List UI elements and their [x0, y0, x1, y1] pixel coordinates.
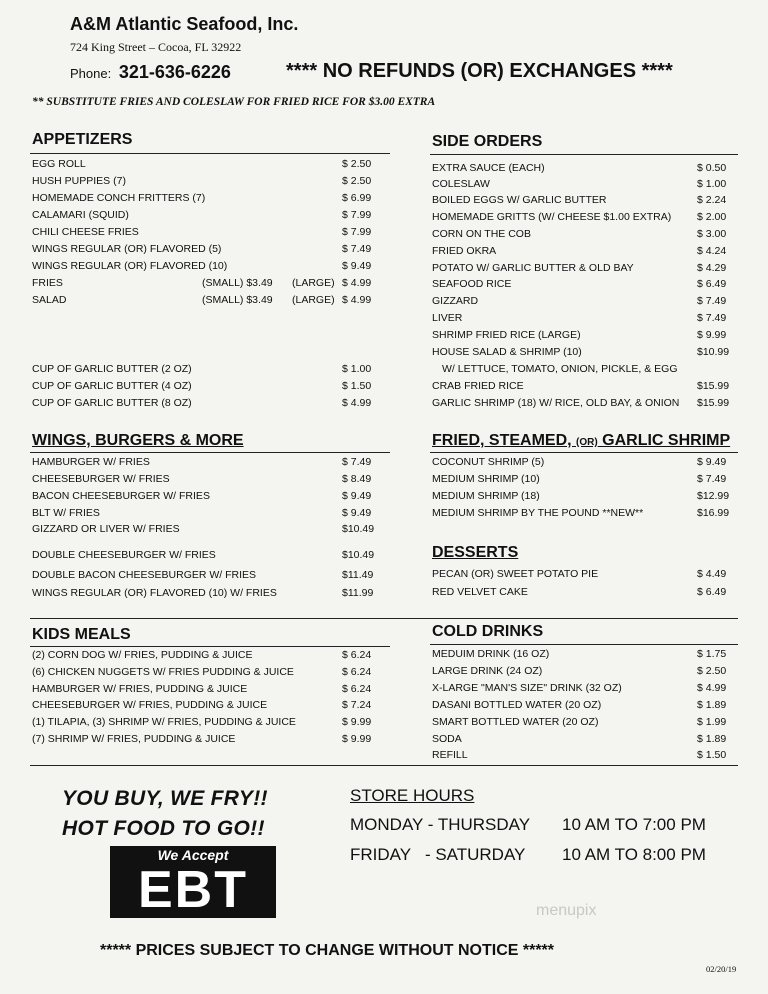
item-price: $ 6.24: [342, 683, 372, 695]
item-price: $ 0.50: [697, 162, 727, 174]
item-name: EXTRA SAUCE (EACH): [432, 162, 545, 174]
item-price: $ 7.49: [697, 473, 727, 485]
store-hours-row: [350, 845, 740, 867]
price-notice: ***** PRICES SUBJECT TO CHANGE WITHOUT NOTICE *****: [100, 942, 554, 959]
item-name: LARGE DRINK (24 OZ): [432, 665, 543, 677]
item-price: $ 6.24: [342, 649, 372, 661]
menu-item: [432, 584, 747, 600]
item-large-label: (LARGE): [292, 294, 335, 306]
menu-item: [32, 361, 392, 377]
section-divider: [430, 644, 738, 645]
item-name: SMART BOTTLED WATER (20 OZ): [432, 716, 599, 728]
phone-label: Phone:: [70, 66, 112, 81]
item-name: X-LARGE "MAN'S SIZE" DRINK (32 OZ): [432, 682, 622, 694]
item-price: $ 7.24: [342, 699, 372, 711]
menu-item: [32, 173, 392, 189]
item-name: CHEESEBURGER W/ FRIES: [32, 473, 170, 485]
menu-item: [32, 697, 392, 713]
item-name: REFILL: [432, 749, 468, 761]
business-name: A&M Atlantic Seafood, Inc.: [70, 14, 299, 34]
item-name: (1) TILAPIA, (3) SHRIMP W/ FRIES, PUDDING & JUICE: [32, 716, 296, 728]
item-name: SHRIMP FRIED RICE (LARGE): [432, 329, 581, 341]
menu-item: [432, 488, 747, 504]
menu-item: [432, 361, 747, 377]
section-divider: [30, 765, 738, 766]
menu-item: [432, 327, 747, 343]
item-name: DASANI BOTTLED WATER (20 OZ): [432, 699, 602, 711]
item-name: DOUBLE CHEESEBURGER W/ FRIES: [32, 549, 216, 561]
menu-item: [432, 454, 747, 470]
item-name: PECAN (OR) SWEET POTATO PIE: [432, 568, 599, 580]
item-price: $ 7.49: [697, 295, 727, 307]
item-price: $ 7.99: [342, 226, 372, 238]
item-price: $ 7.49: [342, 243, 372, 255]
shrimp-title-part: FRIED, STEAMED,: [432, 432, 577, 449]
print-date: 02/20/19: [706, 964, 737, 974]
menu-item: [32, 488, 392, 504]
slogan-line-2: HOT FOOD TO GO!!: [62, 817, 265, 840]
menu-item: [432, 731, 747, 747]
item-price: $ 1.00: [342, 363, 372, 375]
hours-time: 10 AM TO 7:00 PM: [562, 815, 706, 834]
menu-item: [32, 714, 392, 730]
item-name: CHEESEBURGER W/ FRIES, PUDDING & JUICE: [32, 699, 268, 711]
item-name: FRIES: [32, 277, 63, 289]
menu-item: [32, 241, 392, 257]
menu-item: [32, 190, 392, 206]
item-name: HUSH PUPPIES (7): [32, 175, 126, 187]
item-price: $ 4.99: [342, 294, 372, 306]
menu-item: [32, 681, 392, 697]
item-price: $ 9.99: [342, 733, 372, 745]
menu-item: [432, 276, 747, 292]
item-name: MEDIUM SHRIMP (10): [432, 473, 540, 485]
item-price: $ 2.50: [697, 665, 727, 677]
item-price: $ 2.50: [342, 158, 372, 170]
item-name: BACON CHEESEBURGER W/ FRIES: [32, 490, 210, 502]
item-name: POTATO W/ GARLIC BUTTER & OLD BAY: [432, 262, 634, 274]
menu-item: [432, 293, 747, 309]
menu-item: [432, 260, 747, 276]
item-name: (2) CORN DOG W/ FRIES, PUDDING & JUICE: [32, 649, 253, 661]
item-name: SALAD: [32, 294, 67, 306]
item-name: BLT W/ FRIES: [32, 507, 100, 519]
item-small-price: (SMALL) $3.49: [202, 277, 273, 289]
menu-item: [32, 585, 392, 601]
item-name: WINGS REGULAR (OR) FLAVORED (5): [32, 243, 222, 255]
menu-item: [32, 378, 392, 394]
item-price: $ 1.00: [697, 178, 727, 190]
item-name: CUP OF GARLIC BUTTER (2 OZ): [32, 363, 192, 375]
menu-item: [32, 521, 392, 537]
item-price: $ 9.99: [697, 329, 727, 341]
item-price: $15.99: [697, 380, 730, 392]
item-name: COCONUT SHRIMP (5): [432, 456, 545, 468]
item-name: BOILED EGGS W/ GARLIC BUTTER: [432, 194, 607, 206]
item-name: (7) SHRIMP W/ FRIES, PUDDING & JUICE: [32, 733, 236, 745]
item-name: CHILI CHEESE FRIES: [32, 226, 139, 238]
item-name: HOMEMADE GRITTS (W/ CHEESE $1.00 EXTRA): [432, 211, 672, 223]
menu-item: [32, 292, 392, 308]
section-title-wings-burgers: WINGS, BURGERS & MORE: [32, 432, 244, 449]
item-price: $ 4.24: [697, 245, 727, 257]
item-name: CALAMARI (SQUID): [32, 209, 129, 221]
item-price: $ 7.99: [342, 209, 372, 221]
item-price: $ 7.49: [342, 456, 372, 468]
menu-item: [32, 567, 392, 583]
business-address: 724 King Street – Cocoa, FL 32922: [70, 40, 242, 54]
menu-item: [432, 471, 747, 487]
menu-item: [432, 505, 747, 521]
hours-time: 10 AM TO 8:00 PM: [562, 845, 706, 864]
item-price: $ 9.49: [697, 456, 727, 468]
ebt-accept-text: We Accept: [157, 847, 229, 863]
item-name: CUP OF GARLIC BUTTER (8 OZ): [32, 397, 192, 409]
item-price: $ 8.49: [342, 473, 372, 485]
item-price: $ 1.89: [697, 699, 727, 711]
item-price: $ 4.49: [697, 568, 727, 580]
menu-item: [432, 395, 747, 411]
item-name: GARLIC SHRIMP (18) W/ RICE, OLD BAY, & ONION: [432, 397, 680, 409]
item-name: LIVER: [432, 312, 463, 324]
item-name: HAMBURGER W/ FRIES, PUDDING & JUICE: [32, 683, 248, 695]
menu-item: [432, 209, 747, 225]
menu-item: [32, 471, 392, 487]
refund-policy: **** NO REFUNDS (OR) EXCHANGES ****: [286, 60, 673, 82]
item-name: EGG ROLL: [32, 158, 86, 170]
item-name: WINGS REGULAR (OR) FLAVORED (10) W/ FRIES: [32, 587, 277, 599]
shrimp-title-or: (OR): [576, 437, 598, 448]
item-name: CORN ON THE COB: [432, 228, 531, 240]
section-divider: [30, 618, 738, 619]
item-name: (6) CHICKEN NUGGETS W/ FRIES PUDDING & JUICE: [32, 666, 294, 678]
item-name: MEDUIM DRINK (16 OZ): [432, 648, 550, 660]
store-hours-title: STORE HOURS: [350, 786, 475, 805]
item-price: $ 1.99: [697, 716, 727, 728]
shrimp-title-part: GARLIC SHRIMP: [597, 432, 731, 449]
item-price: $10.49: [342, 523, 375, 535]
item-name: FRIED OKRA: [432, 245, 497, 257]
watermark: menupix: [536, 902, 597, 919]
hours-days: FRIDAY - SATURDAY: [350, 845, 526, 864]
menu-item: [432, 176, 747, 192]
item-price: $15.99: [697, 397, 730, 409]
item-price: $10.99: [697, 346, 730, 358]
menu-item: [32, 258, 392, 274]
item-price: $11.99: [342, 587, 374, 599]
section-title-shrimp: [432, 432, 730, 450]
section-divider: [30, 452, 390, 453]
menu-item: [432, 714, 747, 730]
item-name: COLESLAW: [432, 178, 490, 190]
slogan-line-1: YOU BUY, WE FRY!!: [62, 787, 268, 810]
item-price: $ 4.99: [697, 682, 727, 694]
menu-item: [32, 275, 392, 291]
menu-item: [432, 747, 747, 763]
item-price: $ 6.49: [697, 586, 727, 598]
item-name: HAMBURGER W/ FRIES: [32, 456, 150, 468]
item-price: $ 6.24: [342, 666, 372, 678]
item-price: $ 1.75: [697, 648, 727, 660]
hours-days: MONDAY - THURSDAY: [350, 815, 531, 834]
menu-item: [432, 160, 747, 176]
item-large-label: (LARGE): [292, 277, 335, 289]
item-price: $ 2.50: [342, 175, 372, 187]
section-divider: [430, 452, 738, 453]
menu-item: [432, 378, 747, 394]
item-name: W/ LETTUCE, TOMATO, ONION, PICKLE, & EGG: [442, 363, 678, 375]
menu-item: [32, 731, 392, 747]
item-price: $ 1.50: [342, 380, 372, 392]
item-small-price: (SMALL) $3.49: [202, 294, 273, 306]
item-name: HOUSE SALAD & SHRIMP (10): [432, 346, 582, 358]
item-price: $12.99: [697, 490, 730, 502]
ebt-text: EBT: [138, 861, 248, 919]
item-price: $ 4.99: [342, 397, 372, 409]
item-name: GIZZARD: [432, 295, 479, 307]
menu-item: [432, 663, 747, 679]
item-price: $ 7.49: [697, 312, 727, 324]
section-title-side-orders: SIDE ORDERS: [432, 133, 543, 150]
item-price: $ 1.89: [697, 733, 727, 745]
section-title-appetizers: APPETIZERS: [32, 131, 133, 148]
menu-item: [432, 243, 747, 259]
item-name: WINGS REGULAR (OR) FLAVORED (10): [32, 260, 228, 272]
item-price: $ 2.00: [697, 211, 727, 223]
menu-item: [32, 647, 392, 663]
item-price: $10.49: [342, 549, 375, 561]
menu-item: [432, 566, 747, 582]
section-title-desserts: DESSERTS: [432, 544, 519, 561]
item-name: MEDIUM SHRIMP BY THE POUND **NEW**: [432, 507, 644, 519]
menu-item: [32, 454, 392, 470]
menu-item: [32, 395, 392, 411]
menu-item: [32, 505, 392, 521]
item-name: HOMEMADE CONCH FRITTERS (7): [32, 192, 206, 204]
menu-item: [32, 664, 392, 680]
item-price: $ 1.50: [697, 749, 727, 761]
substitute-note: ** SUBSTITUTE FRIES AND COLESLAW FOR FRIED RICE FOR $3.00 EXTRA: [32, 96, 436, 108]
item-price: $ 9.99: [342, 716, 372, 728]
item-price: $ 6.99: [342, 192, 372, 204]
menu-item: [32, 547, 392, 563]
item-price: $ 4.99: [342, 277, 372, 289]
section-divider: [430, 154, 738, 155]
item-price: $ 3.00: [697, 228, 727, 240]
item-price: $ 4.29: [697, 262, 727, 274]
item-name: GIZZARD OR LIVER W/ FRIES: [32, 523, 180, 535]
business-phone: [70, 62, 231, 83]
menu-item: [432, 646, 747, 662]
item-price: $ 9.49: [342, 260, 372, 272]
section-title-kids-meals: KIDS MEALS: [32, 626, 131, 643]
section-title-cold-drinks: COLD DRINKS: [432, 623, 544, 640]
menu-item: [432, 344, 747, 360]
menu-item: [32, 207, 392, 223]
menu-item: [432, 697, 747, 713]
menu-item: [432, 680, 747, 696]
item-name: DOUBLE BACON CHEESEBURGER W/ FRIES: [32, 569, 257, 581]
ebt-badge: [110, 846, 276, 918]
menu-item: [432, 310, 747, 326]
item-name: MEDIUM SHRIMP (18): [432, 490, 540, 502]
item-name: SODA: [432, 733, 462, 745]
item-price: $ 6.49: [697, 278, 727, 290]
menu-item: [32, 224, 392, 240]
item-name: SEAFOOD RICE: [432, 278, 512, 290]
menu-item: [432, 226, 747, 242]
item-name: RED VELVET CAKE: [432, 586, 528, 598]
store-hours-row: [350, 815, 740, 837]
item-price: $ 2.24: [697, 194, 727, 206]
menu-item: [432, 192, 747, 208]
item-price: $16.99: [697, 507, 730, 519]
phone-number: 321-636-6226: [118, 62, 231, 82]
item-price: $ 9.49: [342, 507, 372, 519]
item-name: CRAB FRIED RICE: [432, 380, 524, 392]
item-price: $11.49: [342, 569, 374, 581]
section-divider: [30, 153, 390, 154]
menu-item: [32, 156, 392, 172]
item-price: $ 9.49: [342, 490, 372, 502]
item-name: CUP OF GARLIC BUTTER (4 OZ): [32, 380, 192, 392]
